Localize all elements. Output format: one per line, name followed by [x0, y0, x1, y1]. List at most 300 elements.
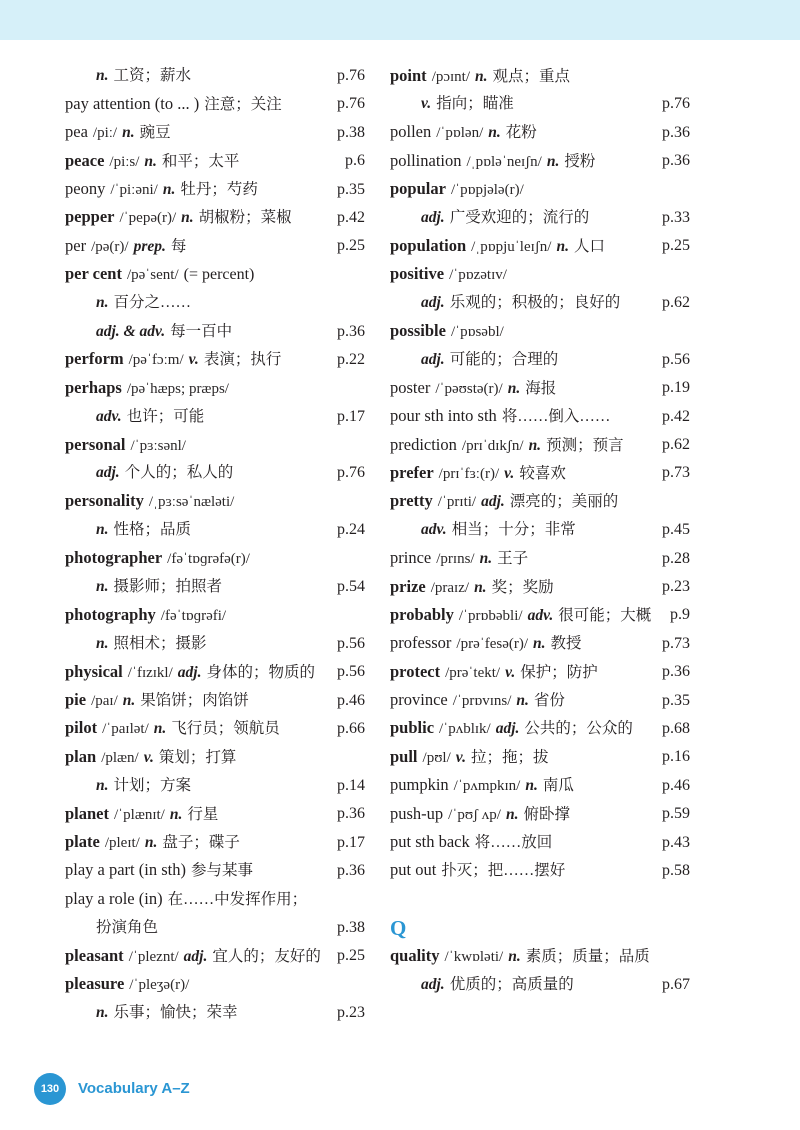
- definition: 授粉: [564, 152, 596, 170]
- entry-text: [96, 999, 333, 1027]
- entry-continuation-line: [65, 318, 365, 346]
- entry-line: [65, 829, 365, 857]
- entry-line: [390, 687, 690, 715]
- entry-text: [65, 970, 365, 999]
- entry-text: [65, 487, 365, 516]
- entry-text: [65, 828, 333, 857]
- entry-continuation-line: [390, 346, 690, 374]
- definition: 摄影师；拍照者: [113, 578, 223, 596]
- entry-text: [65, 601, 365, 630]
- entry-continuation-line: [65, 630, 365, 658]
- headword: plate: [65, 832, 100, 852]
- entry-text: [96, 914, 333, 942]
- vocabulary-column-right: [390, 62, 690, 999]
- page-reference: p.33: [662, 208, 690, 226]
- section-title: Vocabulary A–Z: [78, 1080, 190, 1097]
- page-reference: p.9: [670, 606, 690, 624]
- headword: planet: [65, 803, 110, 823]
- page-reference: p.76: [662, 95, 690, 113]
- entry-text: [96, 62, 333, 90]
- entry-line: [390, 573, 690, 601]
- headword: pollination: [390, 150, 462, 170]
- definition: 俯卧撑: [523, 805, 570, 823]
- entry-text: [421, 346, 658, 374]
- phonetic: /ˈpaɪlət/: [102, 721, 149, 738]
- entry-text: [390, 856, 658, 885]
- entry-line: [390, 772, 690, 800]
- entry-text: [65, 686, 333, 715]
- page-reference: p.25: [337, 947, 365, 965]
- page-reference: p.25: [337, 237, 365, 255]
- entry-text: [390, 147, 658, 176]
- part-of-speech: n.: [96, 67, 109, 84]
- definition: 扮演角色: [96, 918, 159, 936]
- entry-text: [65, 345, 333, 374]
- definition: 较喜欢: [519, 464, 566, 482]
- entry-line: [65, 374, 365, 402]
- headword: popular: [390, 179, 446, 199]
- phonetic: /ˈplænɪt/: [114, 806, 165, 823]
- definition: 工资；薪水: [113, 67, 192, 84]
- definition: 预测；预言: [546, 436, 624, 454]
- page-reference: p.46: [662, 776, 690, 794]
- entry-text: [65, 856, 333, 885]
- entry-text: [65, 232, 333, 261]
- headword: physical: [65, 661, 123, 681]
- phonetic: /pəˈhæps; præps/: [126, 380, 229, 397]
- headword: pull: [390, 746, 418, 766]
- entry-line: [65, 119, 365, 147]
- entry-line: [390, 658, 690, 686]
- phonetic: /pə(r)/: [91, 238, 129, 255]
- phonetic: /ˈpɒlən/: [436, 125, 484, 142]
- headword: play a role (in): [65, 888, 163, 908]
- part-of-speech: n.: [479, 550, 493, 568]
- page-reference: p.56: [337, 663, 365, 681]
- part-of-speech: adj.: [421, 975, 445, 993]
- phonetic: /ˈpʌmpkɪn/: [453, 778, 521, 795]
- headword: prefer: [390, 462, 434, 482]
- phonetic: /plæn/: [101, 749, 139, 766]
- part-of-speech: adv.: [527, 606, 554, 624]
- page-reference: p.58: [662, 861, 690, 879]
- headword: population: [390, 235, 467, 255]
- definition: 每一百中: [170, 322, 233, 340]
- definition: 百分之……: [113, 294, 192, 312]
- page-reference: p.36: [662, 663, 690, 681]
- entry-line: [65, 800, 365, 828]
- entry-line: [65, 232, 365, 260]
- phonetic: /fəˈtɒɡrəfə(r)/: [167, 551, 250, 568]
- definition: 省份: [533, 692, 565, 710]
- part-of-speech: n.: [169, 805, 183, 823]
- page-reference: p.19: [662, 379, 690, 397]
- page-reference: p.38: [337, 123, 365, 141]
- definition: 教授: [550, 635, 582, 653]
- page-reference: p.67: [662, 975, 690, 993]
- entry-line: [390, 715, 690, 743]
- entry-line: [65, 885, 365, 913]
- entry-line: [65, 488, 365, 516]
- definition: 策划；打算: [158, 748, 237, 766]
- entry-line: [390, 374, 690, 402]
- definition: 指向；瞄准: [436, 95, 514, 113]
- entry-text: [65, 147, 341, 176]
- definition: 盘子；碟子: [162, 834, 240, 852]
- definition: 南瓜: [542, 777, 574, 795]
- entry-text: [96, 573, 333, 601]
- definition: 注意；关注: [204, 95, 282, 113]
- part-of-speech: n.: [144, 834, 158, 852]
- part-of-speech: v.: [455, 748, 466, 766]
- definition: 将……倒入……: [501, 408, 611, 426]
- page-reference: p.46: [337, 691, 365, 709]
- headword: photography: [65, 604, 156, 624]
- headword: pour sth into sth: [390, 406, 497, 426]
- entry-text: [390, 629, 658, 658]
- entry-line: [390, 630, 690, 658]
- page-reference: p.36: [337, 322, 365, 340]
- entry-text: [390, 714, 658, 743]
- phonetic: /paɪ/: [91, 693, 118, 710]
- page-reference: p.25: [662, 237, 690, 255]
- page-number-badge: 130: [34, 1073, 66, 1105]
- headword: possible: [390, 321, 446, 341]
- part-of-speech: n.: [528, 436, 542, 454]
- headword: peony: [65, 179, 106, 199]
- headword: pleasure: [65, 974, 125, 993]
- page-reference: p.42: [337, 208, 365, 226]
- entry-line: [65, 658, 365, 686]
- headword: protect: [390, 661, 441, 681]
- phonetic: /ˈpɜːsənl/: [130, 437, 186, 454]
- headword: pleasant: [65, 945, 124, 965]
- definition: 身体的；物质的: [206, 663, 315, 681]
- headword: poster: [390, 377, 431, 397]
- headword: professor: [390, 633, 452, 653]
- entry-text: [390, 544, 658, 573]
- headword: personality: [65, 491, 144, 511]
- entry-text: [65, 90, 333, 119]
- headword: positive: [390, 264, 445, 284]
- entry-text: [421, 971, 658, 999]
- headword: put sth back: [390, 832, 470, 852]
- headword: public: [390, 718, 435, 738]
- definition: 和平；太平: [161, 152, 240, 170]
- entry-line: [390, 176, 690, 204]
- headword: personal: [65, 434, 126, 454]
- definition: 漂亮的；美丽的: [509, 493, 619, 511]
- entry-line: [390, 601, 690, 629]
- entry-continuation-line: [65, 573, 365, 601]
- headword: prize: [390, 576, 426, 596]
- entry-text: [390, 942, 690, 971]
- part-of-speech: n.: [505, 805, 519, 823]
- entry-line: [65, 715, 365, 743]
- headword: pumpkin: [390, 775, 449, 795]
- part-of-speech: n.: [516, 692, 529, 710]
- part-of-speech: adj.: [177, 663, 202, 681]
- phonetic: /pəˈfɔːm/: [128, 352, 184, 369]
- headword: pretty: [390, 491, 433, 511]
- phonetic: /piː/: [92, 125, 118, 142]
- part-of-speech: n.: [488, 124, 501, 142]
- part-of-speech: v.: [505, 663, 516, 681]
- entry-continuation-line: [65, 289, 365, 317]
- entry-text: [421, 289, 658, 317]
- part-of-speech: n.: [96, 1003, 109, 1021]
- entry-line: [390, 403, 690, 431]
- phonetic: /ˈpʊʃ ʌp/: [448, 806, 501, 823]
- definition: 花粉: [505, 124, 537, 142]
- phonetic: /prəˈtekt/: [445, 664, 501, 681]
- definition: 在……中发挥作用；: [167, 890, 308, 908]
- part-of-speech: n.: [96, 294, 109, 312]
- part-of-speech: v.: [143, 748, 154, 766]
- definition: 人口: [573, 237, 605, 255]
- part-of-speech: n.: [96, 776, 109, 794]
- definition: 也许；可能: [126, 407, 205, 425]
- definition: 宜人的；友好的: [212, 947, 321, 965]
- part-of-speech: n.: [96, 634, 109, 652]
- page-reference: p.62: [662, 294, 690, 312]
- entry-continuation-line: [390, 971, 690, 999]
- entry-line: [65, 147, 365, 175]
- entry-text: [390, 118, 658, 147]
- entry-continuation-line: [65, 62, 365, 90]
- phonetic: /pleɪt/: [104, 835, 140, 852]
- page-reference: p.56: [337, 634, 365, 652]
- definition: 乐事；愉快；荣幸: [113, 1003, 238, 1021]
- definition: 乐观的；积极的；良好的: [449, 294, 621, 312]
- entry-line: [65, 204, 365, 232]
- page-reference: p.42: [662, 407, 690, 425]
- entry-continuation-line: [390, 289, 690, 317]
- entry-line: [390, 459, 690, 487]
- phonetic: /prɪˈdɪkʃn/: [461, 437, 524, 454]
- entry-line: [65, 90, 365, 118]
- entry-line: [390, 261, 690, 289]
- entry-line: [390, 829, 690, 857]
- page-reference: p.73: [662, 464, 690, 482]
- definition: 性格；品质: [113, 521, 192, 539]
- entry-text: [65, 544, 365, 573]
- entry-text: [65, 714, 333, 743]
- entry-line: [390, 431, 690, 459]
- headword: photographer: [65, 548, 163, 568]
- headword: put out: [390, 860, 437, 880]
- part-of-speech: adj.: [183, 947, 208, 965]
- entry-text: [390, 743, 658, 772]
- entry-line: [65, 942, 365, 970]
- page-reference: p.35: [337, 180, 365, 198]
- page-reference: p.66: [337, 719, 365, 737]
- page-reference: p.28: [662, 549, 690, 567]
- entry-line: [390, 743, 690, 771]
- definition: 豌豆: [139, 124, 171, 142]
- phonetic: /ˈpiːəni/: [110, 182, 158, 199]
- section-letter: Q: [390, 915, 407, 940]
- part-of-speech: n.: [162, 181, 176, 199]
- part-of-speech: n.: [181, 209, 194, 227]
- page-reference: p.6: [345, 152, 365, 170]
- blank-line: [390, 885, 690, 913]
- entry-line: [390, 119, 690, 147]
- page-reference: p.56: [662, 350, 690, 368]
- part-of-speech: v.: [504, 464, 515, 482]
- entry-text: [421, 516, 658, 544]
- part-of-speech: adj.: [421, 294, 445, 312]
- header-band: [0, 0, 800, 40]
- phonetic: /ˈpʌblɪk/: [439, 721, 491, 738]
- page-reference: p.23: [662, 578, 690, 596]
- definition: 扑灭；把……摆好: [441, 862, 566, 880]
- page-reference: p.16: [662, 748, 690, 766]
- entry-text: [390, 573, 658, 602]
- entry-line: [390, 545, 690, 573]
- definition: 照相术；摄影: [113, 634, 207, 652]
- entry-text: [65, 118, 333, 147]
- definition: 参与某事: [190, 862, 253, 880]
- page-reference: p.14: [337, 776, 365, 794]
- phonetic: /prɪns/: [436, 551, 475, 568]
- entry-line: [390, 147, 690, 175]
- page-reference: p.36: [337, 805, 365, 823]
- entry-text: [390, 175, 690, 204]
- entry-continuation-line: [65, 914, 365, 942]
- entry-line: [65, 261, 365, 289]
- page-reference: p.23: [337, 1003, 365, 1021]
- page-reference: p.36: [337, 861, 365, 879]
- vocabulary-column-left: [65, 62, 365, 1027]
- definition: 很可能；大概: [558, 606, 652, 624]
- part-of-speech: n.: [508, 947, 521, 965]
- definition: 果馅饼；肉馅饼: [140, 692, 249, 710]
- phonetic: /ˌpɒpjuˈleɪʃn/: [471, 238, 552, 255]
- entry-text: [65, 942, 333, 971]
- entry-text: [390, 374, 658, 403]
- headword: per: [65, 235, 87, 255]
- headword: per cent: [65, 264, 122, 284]
- phonetic: /piːs/: [109, 153, 140, 170]
- part-of-speech: n.: [96, 521, 109, 539]
- definition: 表演；执行: [203, 351, 282, 369]
- phonetic: /ˌpɒləˈneɪʃn/: [466, 153, 542, 170]
- phonetic: /ˈfɪzɪkl/: [127, 664, 173, 681]
- entry-line: [65, 601, 365, 629]
- entry-line: [390, 232, 690, 260]
- part-of-speech: n.: [533, 635, 546, 653]
- entry-text: [390, 658, 658, 687]
- entry-continuation-line: [390, 204, 690, 232]
- definition: 保护；防护: [520, 663, 598, 681]
- definition: 牡丹；芍药: [180, 181, 258, 199]
- definition: 广受欢迎的；流行的: [449, 208, 590, 226]
- part-of-speech: n.: [153, 720, 167, 738]
- page-reference: p.76: [337, 67, 365, 84]
- entry-line: [390, 62, 690, 90]
- part-of-speech: n.: [475, 67, 488, 85]
- definition: 胡椒粉；菜椒: [198, 209, 292, 227]
- part-of-speech: n.: [556, 237, 569, 255]
- entry-text: [96, 289, 365, 317]
- definition: 拉；拖；拔: [470, 748, 549, 766]
- definition: 优质的；高质量的: [449, 975, 574, 993]
- part-of-speech: v.: [188, 351, 199, 369]
- phonetic: /ˈpepə(r)/: [119, 210, 177, 227]
- entry-continuation-line: [390, 90, 690, 118]
- entry-line: [390, 857, 690, 885]
- entry-text: [65, 743, 365, 772]
- page-reference: p.38: [337, 918, 365, 936]
- entry-line: [65, 971, 365, 999]
- page-reference: p.68: [662, 719, 690, 737]
- definition: 飞行员；领航员: [171, 720, 280, 738]
- part-of-speech: n.: [122, 692, 136, 710]
- entry-text: [390, 601, 666, 630]
- part-of-speech: adj.: [481, 493, 505, 511]
- entry-text: [96, 772, 333, 800]
- headword: perform: [65, 349, 124, 369]
- headword: perhaps: [65, 377, 122, 397]
- entry-text: [390, 800, 658, 829]
- entry-text: [65, 885, 365, 914]
- phonetic: /prɪˈfɜː(r)/: [438, 465, 500, 482]
- page-reference: p.43: [662, 833, 690, 851]
- entry-continuation-line: [65, 999, 365, 1027]
- entry-text: [65, 800, 333, 829]
- entry-text: [96, 516, 333, 544]
- entry-line: [65, 857, 365, 885]
- definition: 观点；重点: [492, 67, 571, 85]
- entry-text: [96, 630, 333, 658]
- part-of-speech: adj. & adv.: [96, 322, 166, 340]
- part-of-speech: adj.: [421, 350, 445, 368]
- definition: 奖；奖励: [491, 578, 554, 596]
- entry-continuation-line: [65, 459, 365, 487]
- page-reference: p.45: [662, 521, 690, 539]
- entry-line: [390, 800, 690, 828]
- page-reference: p.59: [662, 805, 690, 823]
- phonetic: /ˈprɒbəbli/: [458, 607, 523, 624]
- phonetic: /ˈpəʊstə(r)/: [435, 380, 503, 397]
- entry-text: [390, 317, 690, 346]
- phonetic: /ˈpleʒə(r)/: [129, 977, 190, 993]
- part-of-speech: n.: [546, 152, 560, 170]
- entry-line: [65, 743, 365, 771]
- headword: pie: [65, 690, 87, 710]
- definition: 行星: [187, 805, 219, 823]
- definition: 相当；十分；非常: [451, 521, 576, 539]
- headword: pea: [65, 122, 88, 142]
- part-of-speech: adv.: [421, 521, 447, 539]
- headword: probably: [390, 604, 454, 624]
- entry-line: [390, 318, 690, 346]
- entry-text: [390, 686, 658, 715]
- page-reference: p.36: [662, 123, 690, 141]
- definition: 海报: [525, 379, 557, 397]
- entry-text: [390, 260, 690, 289]
- phonetic: /pʊl/: [422, 749, 451, 766]
- part-of-speech: n.: [96, 578, 109, 596]
- part-of-speech: n.: [122, 124, 135, 142]
- entry-line: [65, 176, 365, 204]
- entry-text: [390, 771, 658, 800]
- phonetic: /ˌpɜːsəˈnæləti/: [148, 494, 235, 511]
- page-reference: p.36: [662, 152, 690, 170]
- part-of-speech: n.: [144, 152, 157, 170]
- phonetic: /fəˈtɒɡrəfi/: [160, 607, 227, 624]
